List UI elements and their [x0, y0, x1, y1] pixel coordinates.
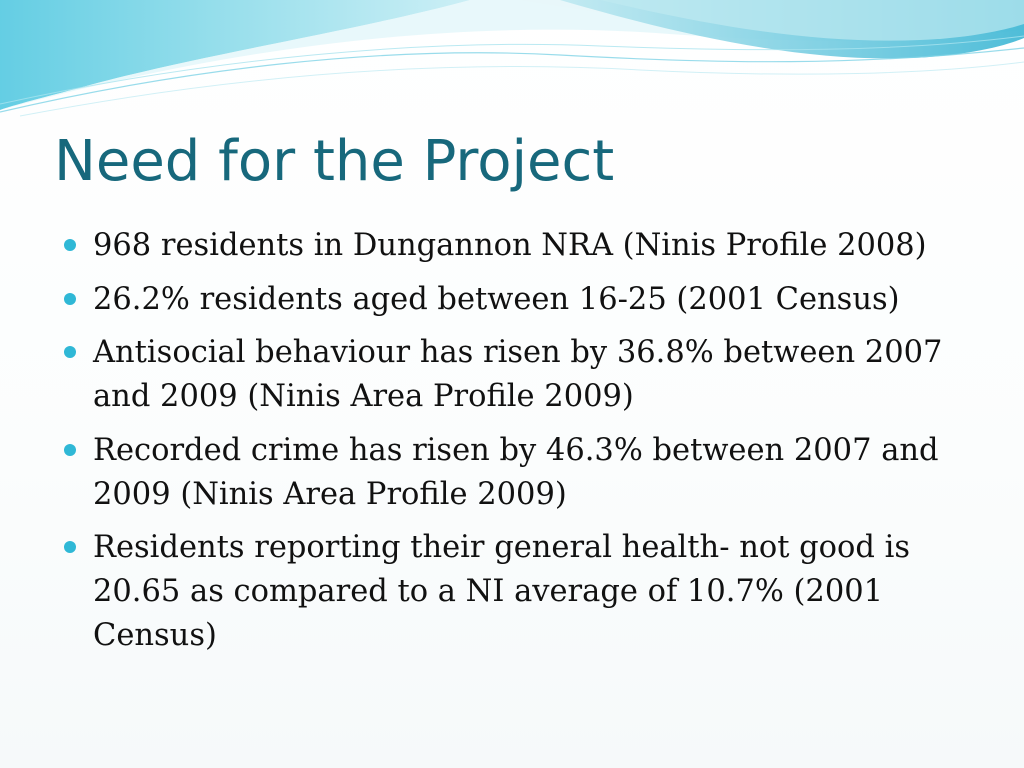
bullet-item	[62, 278, 962, 322]
bullet-dot-icon	[64, 444, 76, 456]
bullet-text: 26.2% residents aged between 16-25 (2001 Census)	[93, 281, 900, 317]
bullet-item	[62, 526, 962, 658]
bullet-text: Recorded crime has risen by 46.3% between 2007 and 2009 (Ninis Area Profile 2009)	[93, 432, 939, 512]
bullet-text: Residents reporting their general health- not good is 20.65 as compared to a NI average of 10.7% (2001 Census)	[93, 530, 911, 653]
bullet-list	[62, 224, 962, 668]
header-wave-decoration	[0, 0, 1024, 120]
bullet-item	[62, 331, 962, 419]
bullet-item	[62, 429, 962, 517]
bullet-text: 968 residents in Dungannon NRA (Ninis Profile 2008)	[93, 228, 927, 263]
slide-title: Need for the Project	[54, 129, 615, 194]
bullet-dot-icon	[64, 346, 76, 358]
bullet-dot-icon	[64, 541, 76, 553]
bullet-text: Antisocial behaviour has risen by 36.8% between 2007 and 2009 (Ninis Area Profile 2009)	[93, 335, 943, 414]
bullet-item	[62, 224, 962, 268]
bullet-dot-icon	[64, 239, 76, 251]
bullet-dot-icon	[64, 293, 76, 305]
